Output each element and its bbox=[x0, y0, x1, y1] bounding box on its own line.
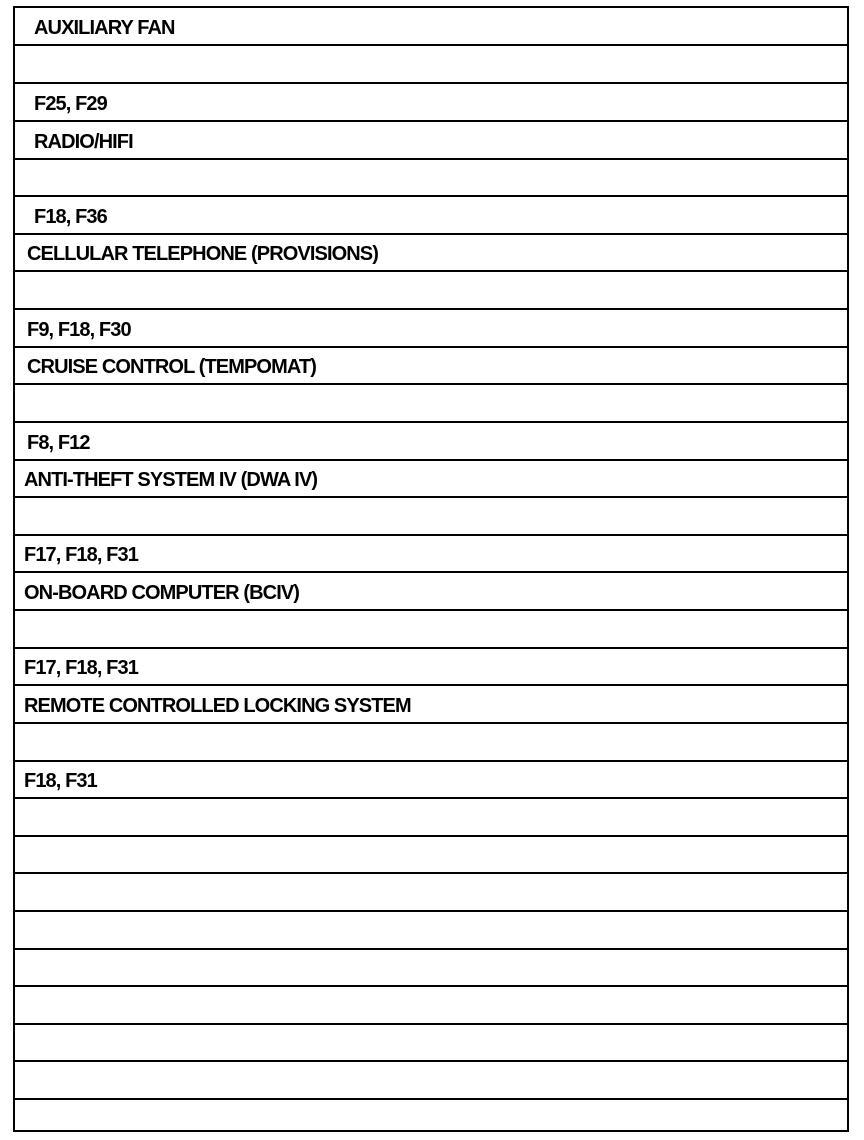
table-row bbox=[15, 348, 847, 385]
table-row bbox=[15, 912, 847, 950]
row-label bbox=[15, 176, 34, 179]
row-label: F8, F12 bbox=[27, 431, 90, 454]
row-label bbox=[15, 1114, 24, 1117]
table-row bbox=[15, 235, 847, 272]
table-row bbox=[15, 423, 847, 461]
row-label: F17, F18, F31 bbox=[24, 657, 138, 679]
table-row bbox=[15, 310, 847, 348]
table-row bbox=[15, 573, 847, 611]
row-label bbox=[15, 1079, 24, 1082]
table-row bbox=[15, 987, 847, 1025]
table-row bbox=[15, 122, 847, 160]
row-label: AUXILIARY FAN bbox=[34, 16, 175, 39]
row-label bbox=[15, 1004, 24, 1007]
row-label bbox=[15, 289, 27, 292]
row-label bbox=[15, 63, 34, 66]
table-row bbox=[15, 197, 847, 235]
row-label bbox=[15, 891, 24, 894]
row-label bbox=[15, 402, 27, 405]
row-label: CRUISE CONTROL (TEMPOMAT) bbox=[27, 356, 316, 378]
row-label: F9, F18, F30 bbox=[27, 318, 131, 341]
table-row bbox=[15, 611, 847, 649]
table-row bbox=[15, 724, 847, 762]
table-row bbox=[15, 762, 847, 799]
row-label bbox=[15, 1041, 24, 1044]
row-label bbox=[15, 515, 24, 518]
table-row bbox=[15, 950, 847, 987]
row-label bbox=[15, 966, 24, 969]
table-row bbox=[15, 385, 847, 423]
table-row bbox=[15, 8, 847, 46]
row-label: RADIO/HIFI bbox=[34, 130, 133, 153]
table-row bbox=[15, 874, 847, 912]
fuse-table bbox=[13, 6, 849, 1132]
row-label: F25, F29 bbox=[34, 92, 107, 115]
table-row bbox=[15, 461, 847, 498]
row-label: F18, F31 bbox=[24, 770, 97, 792]
row-label bbox=[15, 628, 24, 631]
table-row bbox=[15, 272, 847, 310]
table-row bbox=[15, 498, 847, 536]
table-row bbox=[15, 686, 847, 724]
table-row bbox=[15, 1062, 847, 1100]
table-row bbox=[15, 837, 847, 874]
row-label: CELLULAR TELEPHONE (PROVISIONS) bbox=[27, 243, 379, 265]
table-row bbox=[15, 160, 847, 197]
table-row bbox=[15, 84, 847, 122]
row-label: F18, F36 bbox=[34, 205, 107, 228]
row-label bbox=[15, 853, 24, 856]
table-row bbox=[15, 536, 847, 573]
table-row bbox=[15, 649, 847, 686]
table-row bbox=[15, 46, 847, 84]
row-label: ANTI-THEFT SYSTEM IV (DWA IV) bbox=[24, 469, 318, 491]
table-row bbox=[15, 1100, 847, 1130]
row-label: F17, F18, F31 bbox=[24, 544, 138, 566]
table-row bbox=[15, 799, 847, 837]
row-label: REMOTE CONTROLLED LOCKING SYSTEM bbox=[24, 694, 411, 717]
table-row bbox=[15, 1025, 847, 1062]
row-label bbox=[15, 741, 24, 744]
row-label: ON-BOARD COMPUTER (BCIV) bbox=[24, 581, 300, 604]
row-label bbox=[15, 929, 24, 932]
row-label bbox=[15, 816, 24, 819]
